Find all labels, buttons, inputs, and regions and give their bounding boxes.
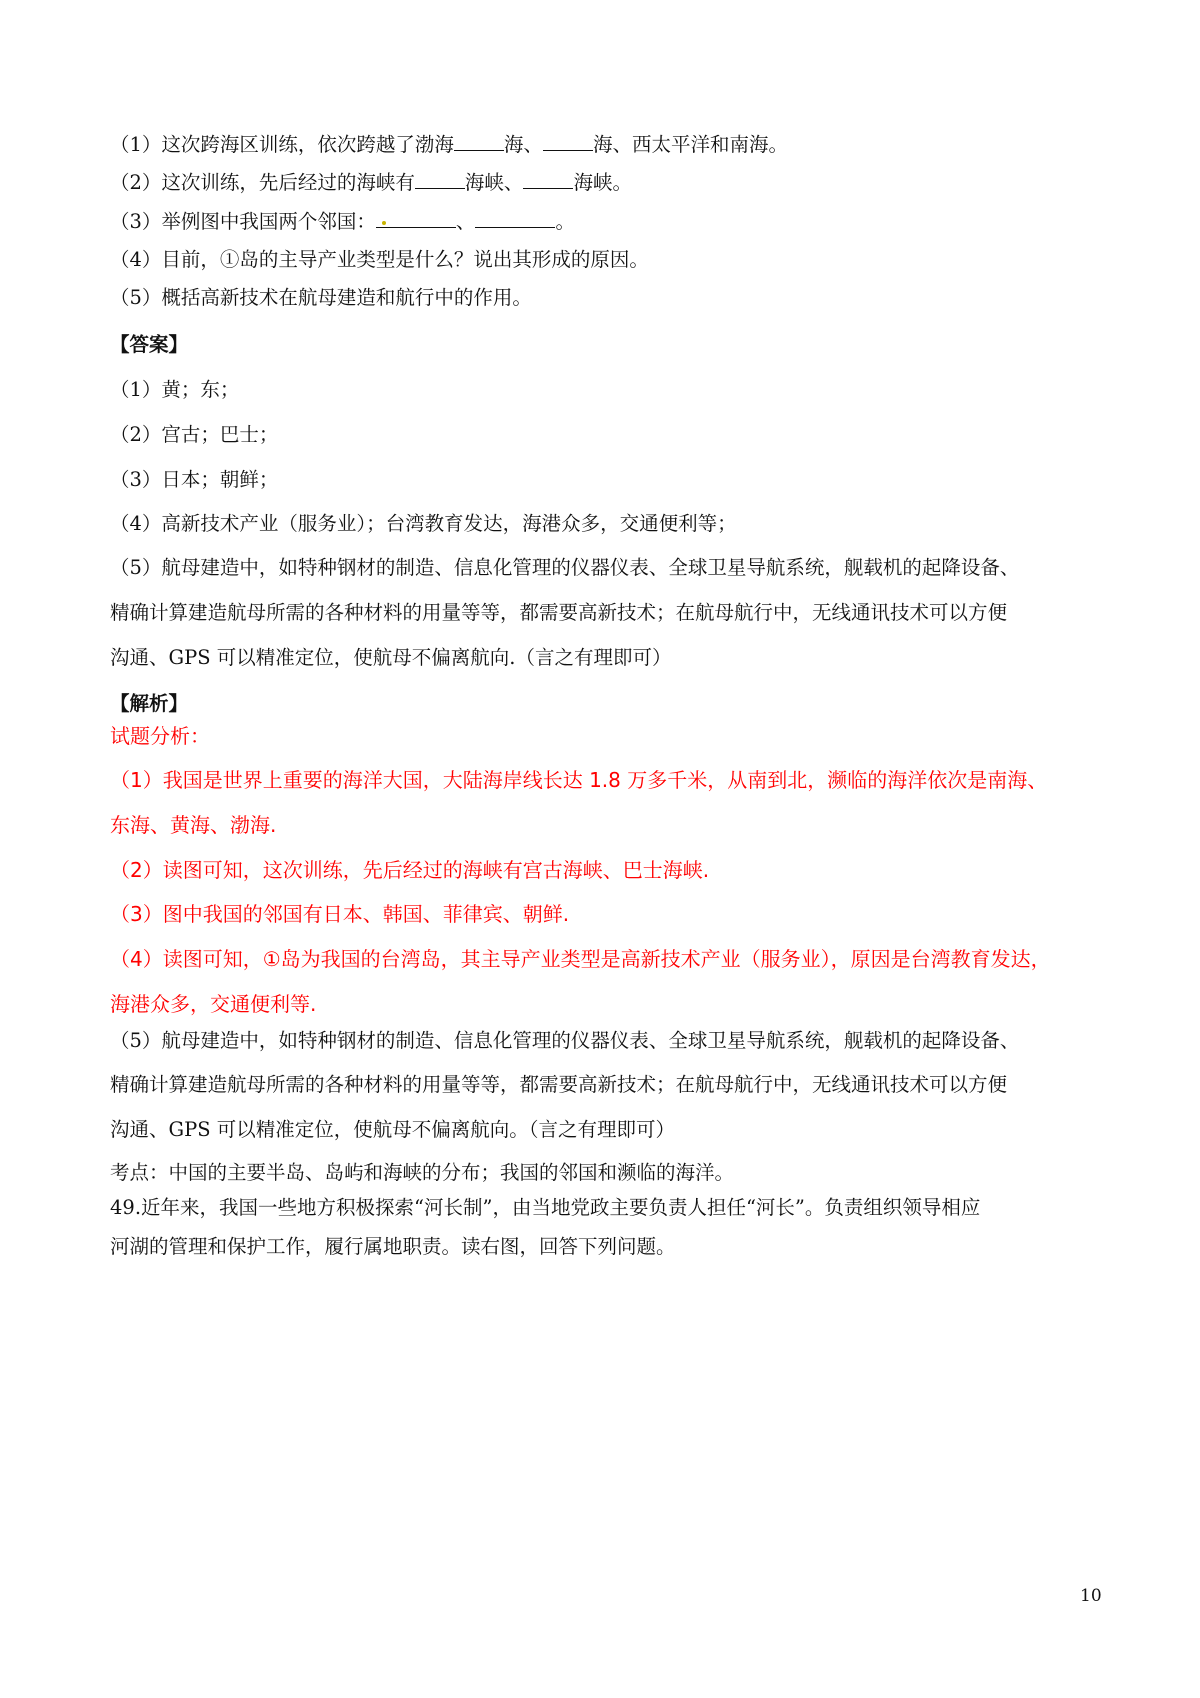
answer-3: （3）日本；朝鲜；	[110, 468, 279, 491]
analysis-1-line-1: （1）我国是世界上重要的海洋大国，大陆海岸线长达 1.8 万多千米，从南到北，濒临的海洋依次是南海、	[110, 768, 1048, 792]
question-4: （4）目前，①岛的主导产业类型是什么？说出其形成的原因。	[110, 248, 649, 271]
analysis-5-line-3: 沟通、GPS 可以精准定位，使航母不偏离航向。（言之有理即可）	[110, 1118, 676, 1141]
answer-blank	[415, 170, 465, 189]
question-5: （5）概括高新技术在航母建造和航行中的作用。	[110, 286, 532, 309]
question-1-text-b: 海、	[503, 133, 543, 156]
analysis-subheading: 试题分析：	[110, 724, 210, 748]
analysis-3: （3）图中我国的邻国有日本、韩国、菲律宾、朝鲜.	[110, 902, 570, 926]
question-3-text-b: 、	[455, 210, 476, 233]
answer-blank	[523, 170, 573, 189]
analysis-5-line-2: 精确计算建造航母所需的各种材料的用量等等，都需要高新技术；在航母航行中，无线通讯技术可以方便	[110, 1073, 1008, 1096]
answer-blank	[543, 132, 593, 151]
analysis-1-line-2: 东海、黄海、渤海.	[110, 813, 277, 837]
question-49-line-2: 河湖的管理和保护工作，履行属地职责。读右图，回答下列问题。	[110, 1235, 676, 1258]
answer-5-line-2: 精确计算建造航母所需的各种材料的用量等等，都需要高新技术；在航母航行中，无线通讯技术可以方便	[110, 601, 1008, 624]
answer-1: （1）黄；东；	[110, 378, 240, 401]
answer-5-line-1: （5）航母建造中，如特种钢材的制造、信息化管理的仪器仪表、全球卫星导航系统，舰载机的起降设备、	[110, 556, 1020, 579]
analysis-2: （2）读图可知，这次训练，先后经过的海峡有宫古海峡、巴士海峡.	[110, 858, 710, 882]
analysis-4-line-1: （4）读图可知，①岛为我国的台湾岛，其主导产业类型是高新技术产业（服务业），原因是台湾教育发达，	[110, 947, 1051, 971]
analysis-4-line-2: 海港众多，交通便利等.	[110, 992, 317, 1016]
answer-heading: 【答案】	[110, 333, 189, 356]
question-49-line-1: 49.近年来，我国一些地方积极探索“河长制”，由当地党政主要负责人担任“河长”。负责组织领导相应	[110, 1196, 981, 1219]
question-2-text-c: 海峡。	[573, 171, 632, 194]
answer-blank	[454, 132, 504, 151]
analysis-kaodian: 考点：中国的主要半岛、岛屿和海峡的分布；我国的邻国和濒临的海洋。	[110, 1161, 735, 1184]
question-1	[110, 132, 1110, 158]
analysis-5-line-1: （5）航母建造中，如特种钢材的制造、信息化管理的仪器仪表、全球卫星导航系统，舰载机的起降设备、	[110, 1029, 1020, 1052]
answer-4: （4）高新技术产业（服务业）；台湾教育发达，海港众多，交通便利等；	[110, 512, 737, 535]
question-2-text-b: 海峡、	[464, 171, 524, 194]
question-2	[110, 170, 1110, 196]
analysis-heading: 【解析】	[110, 692, 189, 715]
question-3-text-a: （3）举例图中我国两个邻国：	[110, 210, 376, 233]
question-2-text-a: （2）这次训练，先后经过的海峡有	[110, 171, 415, 194]
page-number: 10	[1080, 1586, 1102, 1606]
answer-2: （2）宫古；巴士；	[110, 423, 279, 446]
answer-5-line-3: 沟通、GPS 可以精准定位，使航母不偏离航向.（言之有理即可）	[110, 646, 672, 669]
question-1-text-a: （1）这次跨海区训练，依次跨越了渤海	[110, 133, 454, 156]
question-3	[110, 209, 1110, 235]
question-3-text-c: 。	[555, 210, 575, 233]
answer-blank	[475, 209, 555, 228]
marker-dot	[382, 221, 386, 225]
question-1-text-c: 海、西太平洋和南海。	[592, 133, 788, 156]
answer-blank	[376, 209, 456, 228]
